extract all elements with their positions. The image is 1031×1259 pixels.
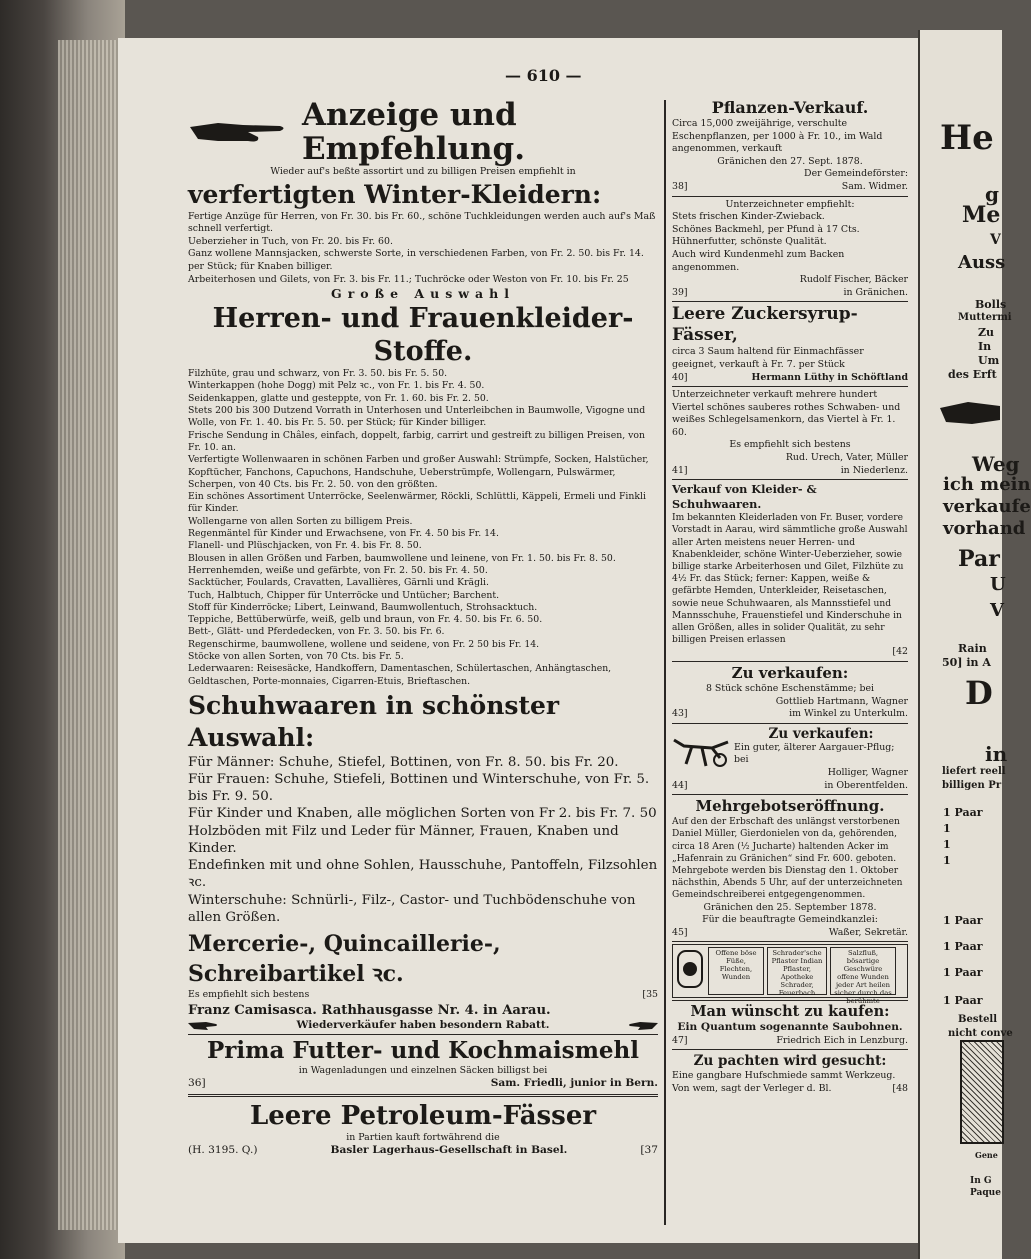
ad1-items (188, 368, 658, 688)
ad44-title: Zu verkaufen: (768, 725, 874, 742)
ad1-item: Flanell- und Plüschjacken, von Fr. 4. bis Fr. 8. 50. (188, 540, 422, 552)
ad1-line: Ueberzieher in Tuch, von Fr. 20. bis Fr. 60. (188, 235, 393, 247)
ad47-sig-row (672, 1035, 908, 1048)
ad1-item: Regenmäntel für Kinder und Erwachsene, von Fr. 4. 50 bis Fr. 14. (188, 528, 499, 540)
right-column (672, 98, 908, 1096)
ad45-sig2: Waßer, Sekretär. (828, 926, 908, 938)
ad1-empf: Es empfiehlt sich bestens (188, 988, 310, 1000)
ad1-rabatt: Wiederverkäufer haben besondern Rabatt. (296, 1018, 550, 1031)
ad1-item: Teppiche, Bettüberwürfe, weiß, gelb und braun, von Fr. 4. 50. bis Fr. 6. 50. (188, 614, 543, 626)
ad1-intro: Wieder auf's beßte assortirt und zu billigen Preisen empfiehlt in (270, 166, 576, 177)
ad39-place: in Gränichen. (843, 286, 908, 298)
ad45-sig-row (672, 927, 908, 940)
ad1-firm: Franz Camisasca. Rathhausgasse Nr. 4. in Aarau. (188, 1002, 551, 1018)
ad3-sig: Basler Lagerhaus-Gesellschaft in Basel. (330, 1144, 568, 1157)
ad44-sig-row (672, 780, 908, 793)
next-page-line: Weg (972, 452, 1020, 476)
ad41-empf: Es empfiehlt sich bestens (729, 439, 851, 451)
ad1-grosse: Große Auswahl (331, 286, 515, 302)
separator (672, 1049, 908, 1050)
ad1-stoffe: Herren- und Frauenkleider-Stoffe. (212, 303, 634, 368)
ad38-sig2: Sam. Widmer. (841, 180, 908, 192)
ad45-text2: Mehrgebote werden bis Dienstag den 1. Oktober nächsthin, Abends 5 Uhr, auf der unterzeichneten Gemeindschreiberei entgegengenommen. (672, 866, 903, 901)
next-page-line: vorhand (943, 518, 1026, 539)
next-page-line: Auss (958, 252, 1006, 273)
ad1-line: Arbeiterhosen und Gilets, von Fr. 3. bis Fr. 11.; Tuchröcke oder Weston von Fr. 10. bis Fr. 25 (188, 273, 629, 285)
next-page-line: He (940, 118, 994, 158)
separator (672, 723, 908, 724)
left-column (188, 98, 658, 1158)
ad42-text: Im bekannten Kleiderladen von Fr. Buser, vordere Vorstadt in Aarau, wird sämmtliche große Auswahl aller Arten meistens neuer Herren- und Knabenkleider, schöne Winter-Ueberzieher, sowie billige starke Arbeiterhosen und Gilet, Filzhüte zu 4½ Fr. das Stück; ferner: Kappen, weiße & gefärbte Hemden, Unterkleider, Reisetaschen, sowie neue Schuhwaaren, als Mannsstiefel und Mannsschuhe, Frauenstiefel und Kinderschuhe in allen Größen, alles in solider Qualität, zu sehr billigen Preisen erlassen (672, 513, 908, 646)
ad40-sig-row (672, 372, 908, 385)
ad39-line: Auch wird Kundenmehl zum Backen angenommen. (672, 248, 845, 273)
ad1-item: Blousen in allen Größen und Farben, baumwollene und leinene, von Fr. 1. 50. bis Fr. 8. 50. (188, 552, 616, 564)
ad1-rabatt-row (188, 1019, 658, 1032)
next-page-line: 1 Paar (943, 806, 983, 819)
ad40-title: Leere Zuckersyrup-Fässer, (672, 304, 858, 346)
ad41-num: 41] (672, 464, 688, 476)
ad39-lines (672, 211, 908, 274)
ad39-num: 39] (672, 286, 688, 298)
separator (672, 196, 908, 197)
ad47-title: Man wünscht zu kaufen: (690, 1003, 890, 1021)
ad41-sig: Rud. Urech, Vater, Müller (785, 452, 908, 464)
ad1-item: Seidenkappen, glatte und gesteppte, von Fr. 1. 60. bis Fr. 2. 50. (188, 392, 489, 404)
ad44-sig: Holliger, Wagner (827, 767, 908, 779)
ad46-box1: Offene böse Füße, Flechten, Wunden (708, 947, 764, 995)
pointing-hand-icon (188, 117, 288, 147)
page-edges (58, 40, 124, 1230)
ad39-intro: Unterzeichneter empfiehlt: (725, 198, 855, 210)
next-page-line: Bolls (975, 298, 1007, 311)
ad45-date: Gränichen den 25. September 1878. (703, 901, 877, 913)
ad1-header (188, 98, 658, 166)
separator (672, 386, 908, 387)
ad1-empf-row (188, 989, 658, 1002)
ad2-sig: Sam. Friedli, junior in Bern. (490, 1077, 658, 1090)
next-page-line: in (985, 742, 1008, 766)
next-page-line: verkaufe (943, 496, 1031, 517)
ad41-text: Unterzeichneter verkauft mehrere hundert Viertel schönes sauberes rothes Schwaben- und weißes Schlegelsamenkorn, das Viertel à Fr. 1. 60. (672, 389, 901, 438)
ad42-num: [42 (892, 646, 908, 658)
ad46-plaster-ad (672, 944, 908, 1006)
ad47-sig: Friedrich Eich in Lenzburg. (776, 1034, 908, 1046)
ad1-item: Stöcke von allen Sorten, von 70 Cts. bis Fr. 5. (188, 650, 404, 662)
ad1-item: Verfertigte Wollenwaaren in schönen Farben und großer Auswahl: Strümpfe, Socken, Halstücher, Kopftücher, Fanchons, Capuchons, Handschuhe, Ueberstrümpfe, Wollengarn, Pulswärmer, Scherpen, von 40 Cts. bis Fr. 2. 50. von den größten. (188, 454, 649, 490)
pointing-hand-icon (188, 1019, 218, 1031)
ad1-item: Regenschirme, baumwollene, wollene und seidene, von Fr. 2 50 bis Fr. 14. (188, 638, 540, 650)
next-page-line: Par (958, 546, 1000, 572)
ad43-place: im Winkel zu Unterkulm. (789, 708, 908, 720)
seal-icon (675, 947, 705, 991)
next-page-line: liefert reell (942, 766, 1006, 777)
next-page-line: g (985, 182, 999, 206)
ad43-num: 43] (672, 708, 688, 720)
ad1-item: Ein schönes Assortiment Unterröcke, Seelenwärmer, Röckli, Schlüttli, Käppeli, Ermeli und Finkli für Kinder. (188, 491, 646, 515)
separator (672, 661, 908, 662)
ad45-title: Mehrgebotseröffnung. (695, 797, 885, 816)
ad45-num: 45] (672, 926, 688, 938)
ad38-text: Circa 15,000 zweijährige, verschulte Eschenpflanzen, per 1000 à Fr. 10., im Wald angenommen, verkauft (672, 118, 883, 155)
ad1-item: Filzhüte, grau und schwarz, von Fr. 3. 50. bis Fr. 5. 50. (188, 368, 448, 380)
ad1-schuh-line: Für Kinder und Knaben, alle möglichen Sorten von Fr 2. bis Fr. 7. 50 (188, 806, 657, 822)
next-page-line: In (978, 340, 992, 353)
ad39-line: Stets frischen Kinder-Zwieback. (672, 211, 825, 223)
next-page-line: V (990, 232, 1001, 248)
next-page-line: 1 (943, 854, 951, 867)
ad1-item: Bett-, Glätt- und Pferdedecken, von Fr. 3. 50. bis Fr. 6. (188, 626, 445, 638)
ad2-title: Prima Futter- und Kochmaismehl (206, 1036, 640, 1064)
separator (188, 1034, 658, 1035)
next-page-line: Me (962, 202, 1001, 228)
next-page-line: U (990, 574, 1006, 595)
ad45-text: Auf den der Erbschaft des unlängst verstorbenen Daniel Müller, Gierdonielen von da, gehörenden, circa 18 Aren (½ Jucharte) haltenden Acker im „Hafenrain zu Gränichen“ sind Fr. 600. geboten. (672, 817, 900, 864)
next-page-line: 50] in A (942, 656, 991, 669)
next-page-line: 1 (943, 822, 951, 835)
ad43-title: Zu verkaufen: (731, 664, 849, 683)
ad43-text: 8 Stück schöne Eschenstämme; bei (705, 683, 875, 695)
ad1-item: Stoff für Kinderröcke; Libert, Leinwand, Baumwollentuch, Strohsacktuch. (188, 601, 538, 613)
next-page-line: 1 Paar (943, 940, 983, 953)
ad1-subtitle: verfertigten Winter-Kleidern: (188, 179, 602, 209)
next-page-engraving (960, 1040, 1004, 1144)
ad1-schuh (188, 754, 658, 926)
pointing-hand-icon (628, 1019, 658, 1031)
next-page-line: 1 Paar (943, 966, 983, 979)
ad1-line: Ganz wollene Mannsjacken, schwerste Sorte, in verschiedenen Farben, von Fr. 2. 50. bis Fr. 14. per Stück; für Knaben billiger. (188, 248, 644, 272)
ad1-num: [35 (642, 988, 658, 1000)
next-page-line: Muttermi (958, 312, 1012, 323)
ad38-date: Gränichen den 27. Sept. 1878. (717, 155, 863, 167)
ad3-num: [37 (640, 1144, 658, 1157)
ad41-sig-row (672, 465, 908, 478)
ad48-text: Eine gangbare Hufschmiede sammt Werkzeug. (672, 1070, 896, 1082)
ad44-body (672, 726, 908, 780)
ad41-place: in Niederlenz. (840, 464, 908, 476)
ad40-text: circa 3 Saum haltend für Einmachfässer geeignet, verkauft à Fr. 7. per Stück (672, 346, 864, 370)
separator (672, 479, 908, 480)
ad40-sig: Hermann Lüthy in Schöftland (751, 371, 908, 383)
page-number: — 610 — (505, 66, 582, 85)
ad39-sig-row (672, 287, 908, 300)
ad48-sig: Von wem, sagt der Verleger d. Bl. (672, 1082, 832, 1094)
ad1-line: Fertige Anzüge für Herren, von Fr. 30. bis Fr. 60., schöne Tuchkleidungen werden auch auf's Maß schnell verfertigt. (188, 210, 656, 235)
ad38-sig-row (672, 181, 908, 194)
ad39-line: Hühnerfutter, schönste Qualität. (672, 236, 827, 248)
ad1-title: Anzeige und Empfehlung. (302, 97, 526, 167)
ad3-title: Leere Petroleum-Fässer (249, 1100, 597, 1131)
ad1-schuh-line: Holzböden mit Filz und Leder für Männer, Frauen, Knaben und Kinder. (188, 823, 619, 856)
ad1-item: Tuch, Halbtuch, Chipper für Unterröcke und Untücher; Barchent. (188, 589, 500, 601)
ad1-item: Herrenhemden, weiße und gefärbte, von Fr. 2. 50. bis Fr. 4. 50. (188, 564, 488, 576)
ad46-box2: Schrader'sche Pflaster Indian Pflaster, Apotheke Schrader, Feuerbach (767, 947, 827, 995)
ad1-item: Wollengarne von allen Sorten zu billigem Preis. (188, 515, 413, 527)
ad44-text: Ein guter, älterer Aargauer-Pflug; bei (734, 741, 895, 766)
next-page-line: nicht conve (948, 1028, 1013, 1039)
ad38-num: 38] (672, 180, 688, 192)
next-page-line: ich mein (943, 474, 1031, 495)
ad1-schuh-line: Winterschuhe: Schnürli-, Filz-, Castor- und Tuchbödenschuhe von allen Größen. (188, 892, 636, 925)
ad2-sig-row (188, 1077, 658, 1090)
ad45-sig1: Für die beauftragte Gemeindkanzlei: (702, 914, 878, 926)
ad1-item: Stets 200 bis 300 Dutzend Vorrath in Unterhosen und Unterleibchen in Baumwolle, Vigogne und Wolle, von Fr. 1. 40. bis Fr. 5. 50. per Stück; für Kinder billiger. (188, 405, 646, 429)
ad1-schuh-line: Endefinken mit und ohne Sohlen, Hausschuhe, Pantoffeln, Filzsohlen ꝛc. (188, 858, 658, 891)
ad38-title: Pflanzen-Verkauf. (711, 98, 869, 117)
plough-icon (672, 726, 730, 780)
ad1-item: Sacktücher, Foulards, Cravatten, Lavallières, Gärnli und Krägli. (188, 577, 489, 589)
next-page-line: Bestell (958, 1014, 998, 1025)
ad40-num: 40] (672, 371, 688, 383)
ad1-item: Winterkappen (hohe Dogg) mit Pelz ꝛc., von Fr. 1. bis Fr. 4. 50. (188, 380, 485, 392)
ad42-title: Verkauf von Kleider- & Schuhwaaren. (672, 482, 817, 512)
next-page-line: 1 Paar (943, 914, 983, 927)
ad1-lines (188, 211, 658, 287)
ad2-num: 36] (188, 1077, 206, 1090)
ad1-mercerie: Mercerie-, Quincaillerie-, Schreibartikel ꝛc. (188, 930, 501, 987)
ad3-text: in Partien kauft fortwährend die (346, 1131, 500, 1143)
ad1-item: Frische Sendung in Châles, einfach, doppelt, farbig, carrirt und gestreift zu billigen Preisen, von Fr. 10. an. (188, 429, 645, 453)
ad43-sig: Gottlieb Hartmann, Wagner (775, 695, 908, 707)
ad38-sig1: Der Gemeindeförster: (804, 168, 908, 180)
next-page-line: Rain (958, 642, 987, 655)
separator (672, 794, 908, 795)
next-page-line: billigen Pr (942, 780, 1002, 791)
ad48-title: Zu pachten wird gesucht: (693, 1053, 887, 1070)
ad43-sig-row (672, 708, 908, 721)
book-spine (0, 0, 125, 1259)
ad1-item: Lederwaaren: Reisesäcke, Handkoffern, Damentaschen, Schülertaschen, Anhängtaschen, Geldtaschen, Porte-monnaies, Cigarren-Etuis, Brieftaschen. (188, 663, 612, 687)
ad48-sig-row (672, 1083, 908, 1096)
next-page-line: V (990, 600, 1004, 621)
ad39-line: Schönes Backmehl, per Pfund à 17 Cts. (672, 223, 860, 235)
ad2-text: in Wagenladungen und einzelnen Säcken billigst bei (298, 1064, 548, 1076)
ad48-num: [48 (892, 1082, 908, 1094)
separator (672, 301, 908, 302)
next-page-line: D (965, 674, 993, 712)
ad3-sig-row (188, 1144, 658, 1157)
ad39-sig: Rudolf Fischer, Bäcker (799, 274, 908, 286)
next-page-line: Paque (970, 1188, 1001, 1198)
ad46-box3: Salzfluß, bösartige Geschwüre offene Wunden jeder Art heilen sicher durch das berühmte (830, 947, 896, 995)
ad44-num: 44] (672, 779, 688, 791)
ad1-schuh-title: Schuhwaaren in schönster Auswahl: (188, 690, 560, 752)
next-page-line: 1 Paar (943, 994, 983, 1007)
separator (188, 1094, 658, 1097)
next-page-line: In G (970, 1176, 992, 1186)
next-page-line: Gene (975, 1150, 998, 1160)
ad3-ref: (H. 3195. Q.) (188, 1144, 258, 1157)
next-page-line: Um (978, 354, 1000, 367)
column-divider (664, 100, 666, 1225)
next-page-pointing-hand-icon (938, 394, 1000, 438)
ad1-schuh-line: Für Männer: Schuhe, Stiefel, Bottinen, von Fr. 8. 50. bis Fr. 20. (188, 754, 619, 770)
next-page-line: Zu (978, 326, 995, 339)
separator (672, 941, 908, 942)
ad47-num: 47] (672, 1034, 688, 1046)
next-page-line: des Erft (948, 368, 997, 381)
ad47-text: Ein Quantum sogenannte Saubohnen. (677, 1021, 903, 1034)
next-page-line: 1 (943, 838, 951, 851)
ad44-place: in Oberentfelden. (824, 779, 908, 791)
ad1-schuh-line: Für Frauen: Schuhe, Stiefeli, Bottinen und Winterschuhe, von Fr. 5. bis Fr. 9. 50. (188, 772, 650, 805)
